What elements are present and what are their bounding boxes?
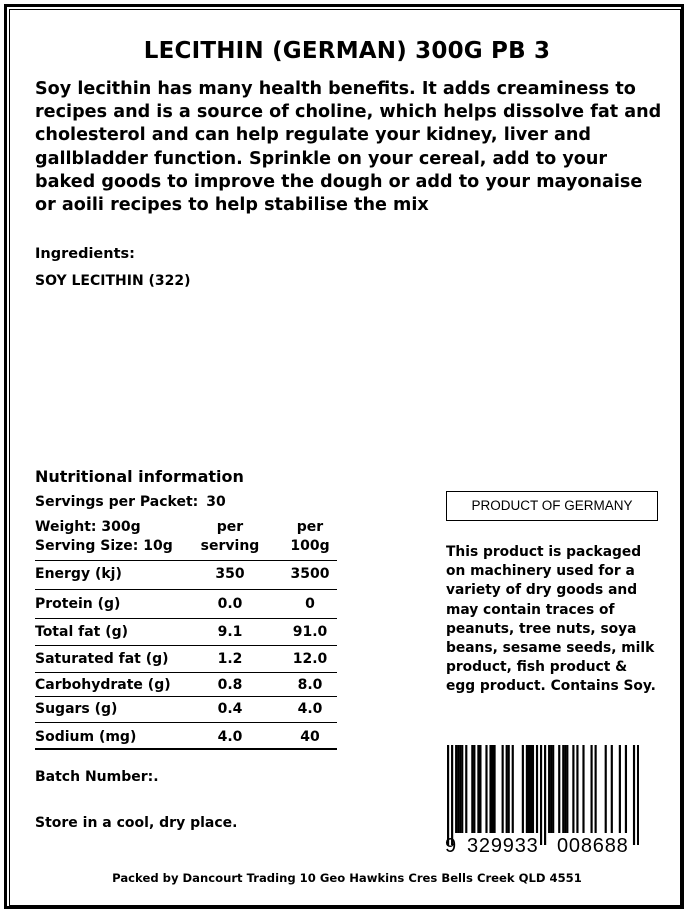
per-serving-value: 0.8 xyxy=(217,677,243,693)
packed-by: Packed by Dancourt Trading 10 Geo Hawkins Cres Bells Creek QLD 4551 xyxy=(112,871,582,885)
servings-value: 30 xyxy=(206,494,226,510)
barcode-bar xyxy=(502,745,504,833)
barcode-bar xyxy=(451,745,453,845)
weight-label: Weight: 300g xyxy=(35,519,141,535)
table-row xyxy=(35,673,337,697)
per-serving-value: 1.2 xyxy=(217,651,243,667)
nutrition-table xyxy=(35,517,337,750)
per-100g-header-line2: 100g xyxy=(290,538,330,554)
barcode-bar xyxy=(611,745,613,833)
nutrient-label: Sugars (g) xyxy=(35,701,118,717)
storage-instructions: Store in a cool, dry place. xyxy=(35,815,238,831)
nutrition-heading: Nutritional information xyxy=(35,467,244,486)
per-serving-value: 4.0 xyxy=(217,729,243,745)
barcode-bar xyxy=(528,745,530,833)
nutrient-label: Total fat (g) xyxy=(35,624,129,640)
nutrient-label: Sodium (mg) xyxy=(35,729,137,745)
per-serving-value: 350 xyxy=(215,566,245,582)
per-100g-value: 12.0 xyxy=(292,651,328,667)
barcode-bar xyxy=(532,745,534,833)
barcode-bar xyxy=(473,745,475,833)
per-100g-value: 8.0 xyxy=(297,677,323,693)
table-row xyxy=(35,561,337,590)
table-row xyxy=(35,590,337,619)
per-serving-value: 0.0 xyxy=(217,596,243,612)
table-row xyxy=(35,697,337,723)
barcode-bar xyxy=(457,745,459,833)
barcode-bar xyxy=(582,745,584,833)
barcode-bar xyxy=(550,745,552,833)
barcode-bar xyxy=(558,745,560,833)
product-description: Soy lecithin has many health benefits. It adds creaminess to recipes and is a source of choline, which helps dissolve fat and cholesterol and can help regulate your kidney, liver and gallbladder function. Sprinkle on your cereal, add to your baked goods to improve the dough or add to your mayonaise or aoili recipes to help stabilise the mix xyxy=(35,79,662,216)
per-100g-header xyxy=(280,518,340,556)
barcode-bar xyxy=(447,745,449,845)
barcode-bar xyxy=(477,745,479,833)
barcode-bar xyxy=(633,745,635,845)
barcode-bar xyxy=(572,745,574,833)
per-100g-value: 0 xyxy=(305,596,315,612)
servings-label: Servings per Packet: xyxy=(35,494,199,510)
barcode-bar xyxy=(506,745,508,833)
nutrition-table-header xyxy=(35,517,337,561)
per-100g-value: 91.0 xyxy=(292,624,328,640)
barcode-bar xyxy=(491,745,493,833)
per-serving-header-line1: per xyxy=(216,519,244,535)
barcode-bar xyxy=(536,745,538,833)
barcode-bar xyxy=(540,745,542,845)
per-100g-value: 3500 xyxy=(290,566,330,582)
weight-serving-labels xyxy=(35,518,173,556)
barcode-bar xyxy=(548,745,550,833)
ingredients-heading: Ingredients: xyxy=(35,246,135,262)
barcode-bar xyxy=(455,745,457,833)
barcode-bar xyxy=(564,745,566,833)
barcode-bars xyxy=(447,745,639,845)
nutrient-label: Saturated fat (g) xyxy=(35,651,169,667)
per-100g-header-line1: per xyxy=(296,519,324,535)
per-serving-value: 0.4 xyxy=(217,701,243,717)
nutrient-label: Energy (kj) xyxy=(35,566,122,582)
origin-box: PRODUCT OF GERMANY xyxy=(446,491,658,521)
nutrient-label: Carbohydrate (g) xyxy=(35,677,171,693)
table-row xyxy=(35,723,337,750)
barcode xyxy=(447,745,639,845)
barcode-bar xyxy=(530,745,532,833)
barcode-first-digit: 9 xyxy=(445,835,457,857)
barcode-bar xyxy=(595,745,597,833)
barcode-digits-left: 329933 xyxy=(467,835,539,857)
barcode-bar xyxy=(562,745,564,833)
nutrient-label: Protein (g) xyxy=(35,596,121,612)
barcode-bar xyxy=(605,745,607,833)
table-row xyxy=(35,646,337,673)
barcode-digits-right: 008688 xyxy=(557,835,629,857)
barcode-bar xyxy=(619,745,621,833)
barcode-bar xyxy=(637,745,639,845)
allergen-statement: This product is packaged on machinery used for a variety of dry goods and may contain traces of peanuts, tree nuts, soya beans, sesame seeds, milk product, fish product & egg product. Contains Soy. xyxy=(446,544,656,695)
barcode-bar xyxy=(625,745,627,833)
barcode-bar xyxy=(471,745,473,833)
barcode-bar xyxy=(459,745,461,833)
barcode-bar xyxy=(522,745,524,833)
table-row xyxy=(35,619,337,646)
ingredients-value: SOY LECITHIN (322) xyxy=(35,273,191,289)
per-serving-header-line2: serving xyxy=(200,538,260,554)
barcode-bar xyxy=(485,745,487,833)
servings-per-packet xyxy=(35,494,226,510)
barcode-bar xyxy=(566,745,568,833)
serving-size-label: Serving Size: 10g xyxy=(35,538,173,554)
per-100g-value: 4.0 xyxy=(297,701,323,717)
barcode-bar xyxy=(512,745,514,833)
per-100g-value: 40 xyxy=(300,729,320,745)
barcode-bar xyxy=(489,745,491,833)
barcode-bar xyxy=(479,745,481,833)
barcode-bar xyxy=(508,745,510,833)
product-title: LECITHIN (GERMAN) 300G PB 3 xyxy=(143,38,551,64)
barcode-bar xyxy=(493,745,495,833)
barcode-bar xyxy=(576,745,578,833)
barcode-bar xyxy=(544,745,546,845)
per-serving-header xyxy=(200,518,260,556)
barcode-bar xyxy=(465,745,467,833)
barcode-bar xyxy=(526,745,528,833)
batch-number: Batch Number:. xyxy=(35,769,159,785)
barcode-bar xyxy=(461,745,463,833)
barcode-bar xyxy=(590,745,592,833)
per-serving-value: 9.1 xyxy=(217,624,243,640)
barcode-bar xyxy=(552,745,554,833)
